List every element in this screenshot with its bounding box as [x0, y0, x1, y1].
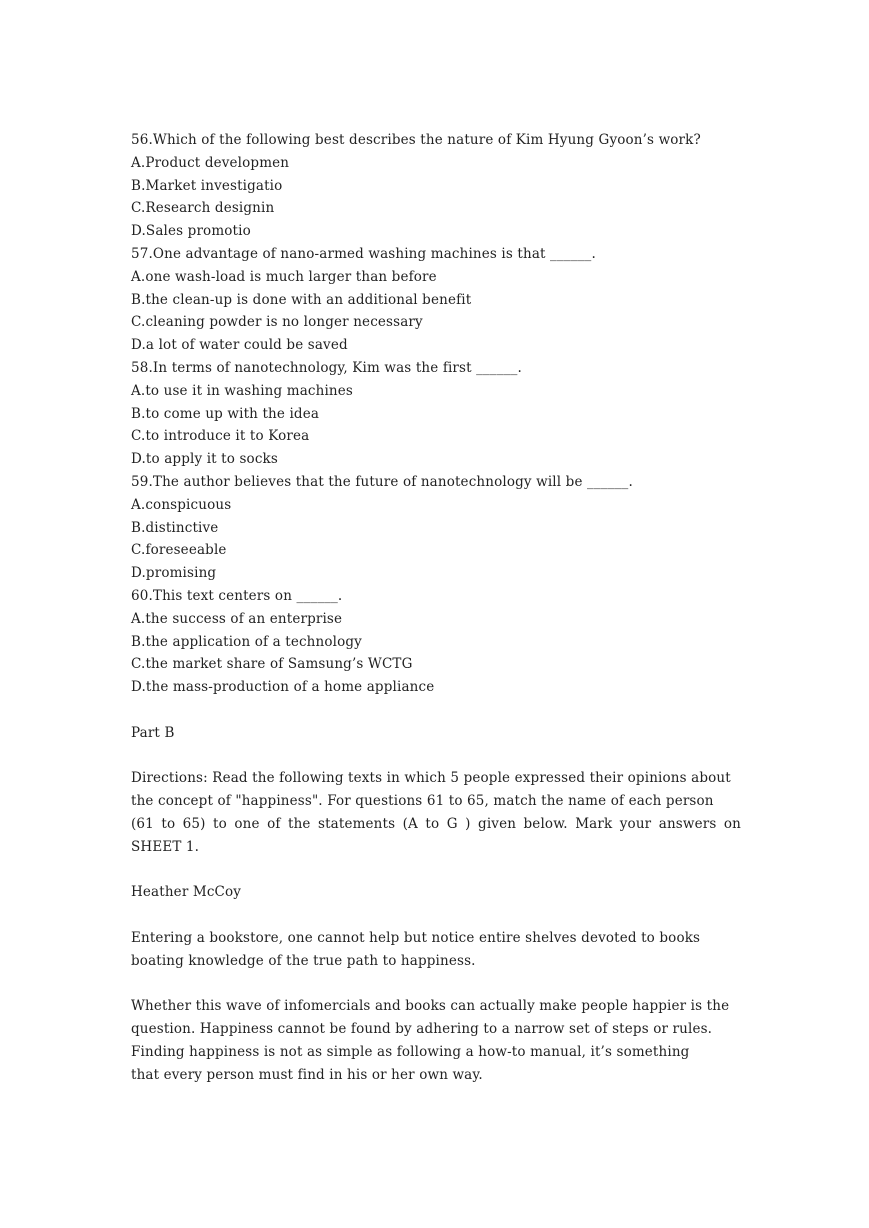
option-a: A.Product developmen: [131, 154, 290, 171]
directions-line: Directions: Read the following texts in which 5 people expressed their opinions about: [131, 770, 731, 787]
document-page: [131, 129, 741, 1086]
directions-line: the concept of "happiness". For questions 61 to 65, match the name of each person: [131, 793, 714, 810]
spacer: [131, 972, 741, 995]
spacer: [131, 745, 741, 768]
question-stem: 56.Which of the following best describes the nature of Kim Hyung Gyoon’s work?: [131, 132, 701, 148]
body-paragraph-2: [131, 995, 741, 1086]
option-a: A.to use it in washing machines: [131, 382, 353, 399]
section-heading: Part B: [131, 724, 175, 741]
option-a: A.one wash-load is much larger than before: [131, 268, 437, 285]
option-b: B.distinctive: [131, 519, 219, 536]
option-a: A.the success of an enterprise: [131, 610, 343, 627]
paragraph-line: Finding happiness is not as simple as following a how-to manual, it’s something: [131, 1043, 690, 1060]
option-c: C.the market share of Samsung’s WCTG: [131, 656, 413, 673]
option-d: D.a lot of water could be saved: [131, 337, 348, 354]
paragraph-line: that every person must find in his or her own way.: [131, 1066, 483, 1083]
question-58: [131, 357, 741, 471]
spacer: [131, 699, 741, 722]
option-d: D.Sales promotio: [131, 223, 251, 240]
option-a: A.conspicuous: [131, 496, 232, 513]
question-57: [131, 243, 741, 357]
paragraph-line: Whether this wave of infomercials and books can actually make people happier is the: [131, 998, 730, 1015]
person-name: Heather McCoy: [131, 884, 242, 901]
option-d: D.to apply it to socks: [131, 451, 278, 468]
paragraph-line: question. Happiness cannot be found by adhering to a narrow set of steps or rules.: [131, 1021, 713, 1038]
option-c: C.Research designin: [131, 200, 275, 217]
option-d: D.promising: [131, 565, 217, 582]
option-c: C.foreseeable: [131, 542, 227, 559]
option-b: B.the clean-up is done with an additional benefit: [131, 291, 472, 308]
directions-paragraph: [131, 767, 741, 858]
paragraph-line: boating knowledge of the true path to happiness.: [131, 952, 476, 969]
option-c: C.to introduce it to Korea: [131, 428, 310, 445]
question-59: [131, 471, 741, 585]
question-56: [131, 129, 741, 243]
paragraph-line: Entering a bookstore, one cannot help but notice entire shelves devoted to books: [131, 929, 701, 946]
option-b: B.Market investigatio: [131, 177, 283, 194]
question-stem: 60.This text centers on ______.: [131, 587, 343, 604]
question-60: [131, 585, 741, 699]
directions-line: (61 to 65) to one of the statements (A to G ) given below. Mark your answers on: [131, 815, 741, 832]
option-c: C.cleaning powder is no longer necessary: [131, 314, 423, 331]
question-stem: 59.The author believes that the future of nanotechnology will be ______.: [131, 473, 633, 490]
option-b: B.to come up with the idea: [131, 405, 320, 422]
question-stem: 57.One advantage of nano-armed washing machines is that ______.: [131, 245, 596, 262]
body-paragraph-1: [131, 927, 741, 973]
directions-line: SHEET 1.: [131, 838, 200, 855]
option-b: B.the application of a technology: [131, 633, 362, 650]
spacer: [131, 859, 741, 882]
spacer: [131, 904, 741, 927]
question-stem: 58.In terms of nanotechnology, Kim was the first ______.: [131, 359, 522, 376]
option-d: D.the mass-production of a home appliance: [131, 679, 435, 696]
